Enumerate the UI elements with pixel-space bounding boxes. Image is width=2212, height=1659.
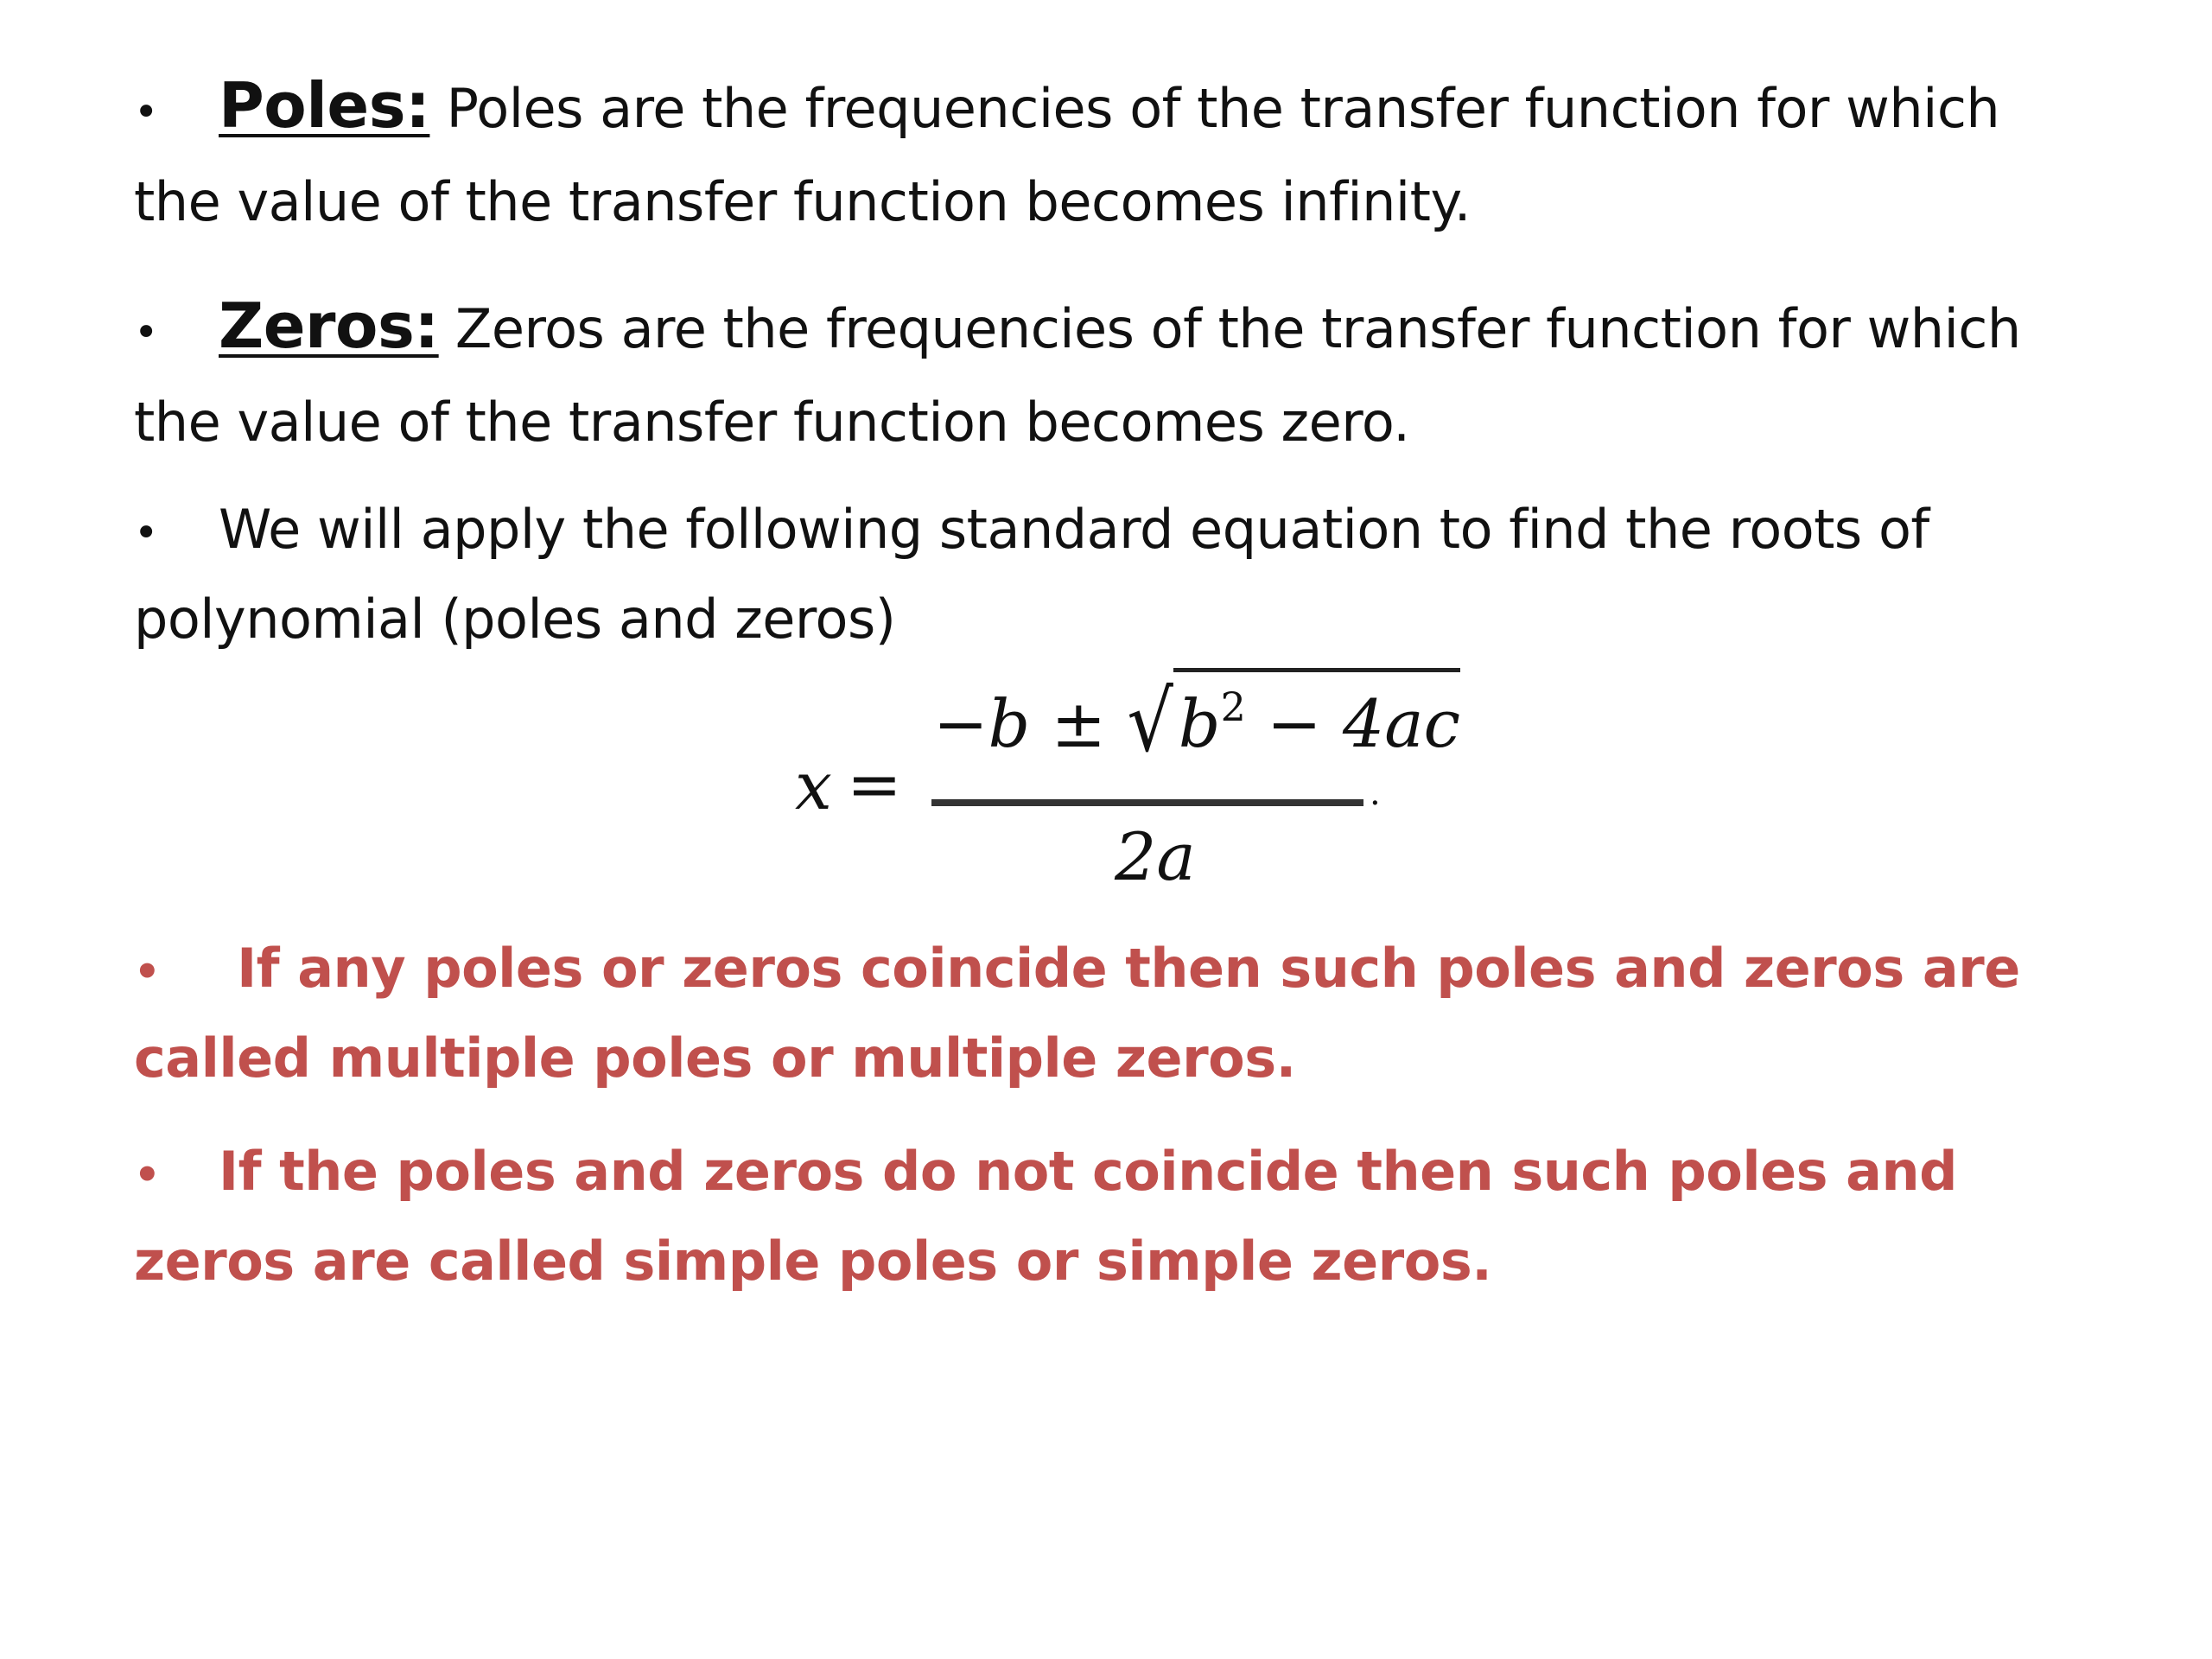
bullet-marker: • — [134, 508, 158, 557]
poles-text: Poles are the frequencies of the transfer function for which the value of the transfer function becomes infinity. — [134, 77, 2000, 233]
simple-poles-note — [134, 1128, 2087, 1305]
bullet-marker: • — [134, 947, 161, 996]
formula-b: b — [1178, 685, 1221, 762]
formula-exponent: 2 — [1220, 683, 1246, 730]
poles-term: Poles: — [219, 69, 430, 142]
quadratic-formula — [795, 644, 1461, 912]
zeros-definition — [134, 281, 2087, 467]
formula-period: . — [1370, 773, 1381, 813]
formula-minus-b: −b — [933, 685, 1031, 762]
formula-minus-4ac: − 4ac — [1245, 685, 1461, 762]
poles-definition — [134, 60, 2087, 247]
equation-intro — [134, 486, 2087, 663]
simple-poles-text: If the poles and zeros do not coincide then such poles and zeros are called simple poles or simple zeros. — [134, 1140, 1958, 1293]
formula-denominator: 2a — [1115, 818, 1196, 895]
bullet-marker: • — [134, 1150, 161, 1199]
bullet-marker: • — [134, 308, 158, 357]
formula-lhs: x — [795, 747, 832, 824]
radical-icon: √ — [1127, 672, 1173, 771]
formula-numerator — [933, 668, 1461, 771]
equation-intro-text: We will apply the following standard equation to find the roots of polynomial (poles and zeros) — [134, 498, 1929, 651]
formula-equals: = — [847, 746, 902, 823]
multiple-poles-text: If any poles or zeros coincide then such poles and zeros are called multiple poles or multiple zeros. — [134, 937, 2020, 1090]
formula-plus-minus: ± — [1051, 685, 1107, 762]
formula-radicand — [1173, 668, 1461, 762]
zeros-text: Zeros are the frequencies of the transfer function for which the value of the transfer function becomes zero. — [134, 297, 2021, 454]
bullet-marker: • — [134, 87, 158, 137]
zeros-term: Zeros: — [219, 289, 439, 362]
multiple-poles-note — [134, 925, 2087, 1102]
fraction-bar — [931, 799, 1363, 806]
